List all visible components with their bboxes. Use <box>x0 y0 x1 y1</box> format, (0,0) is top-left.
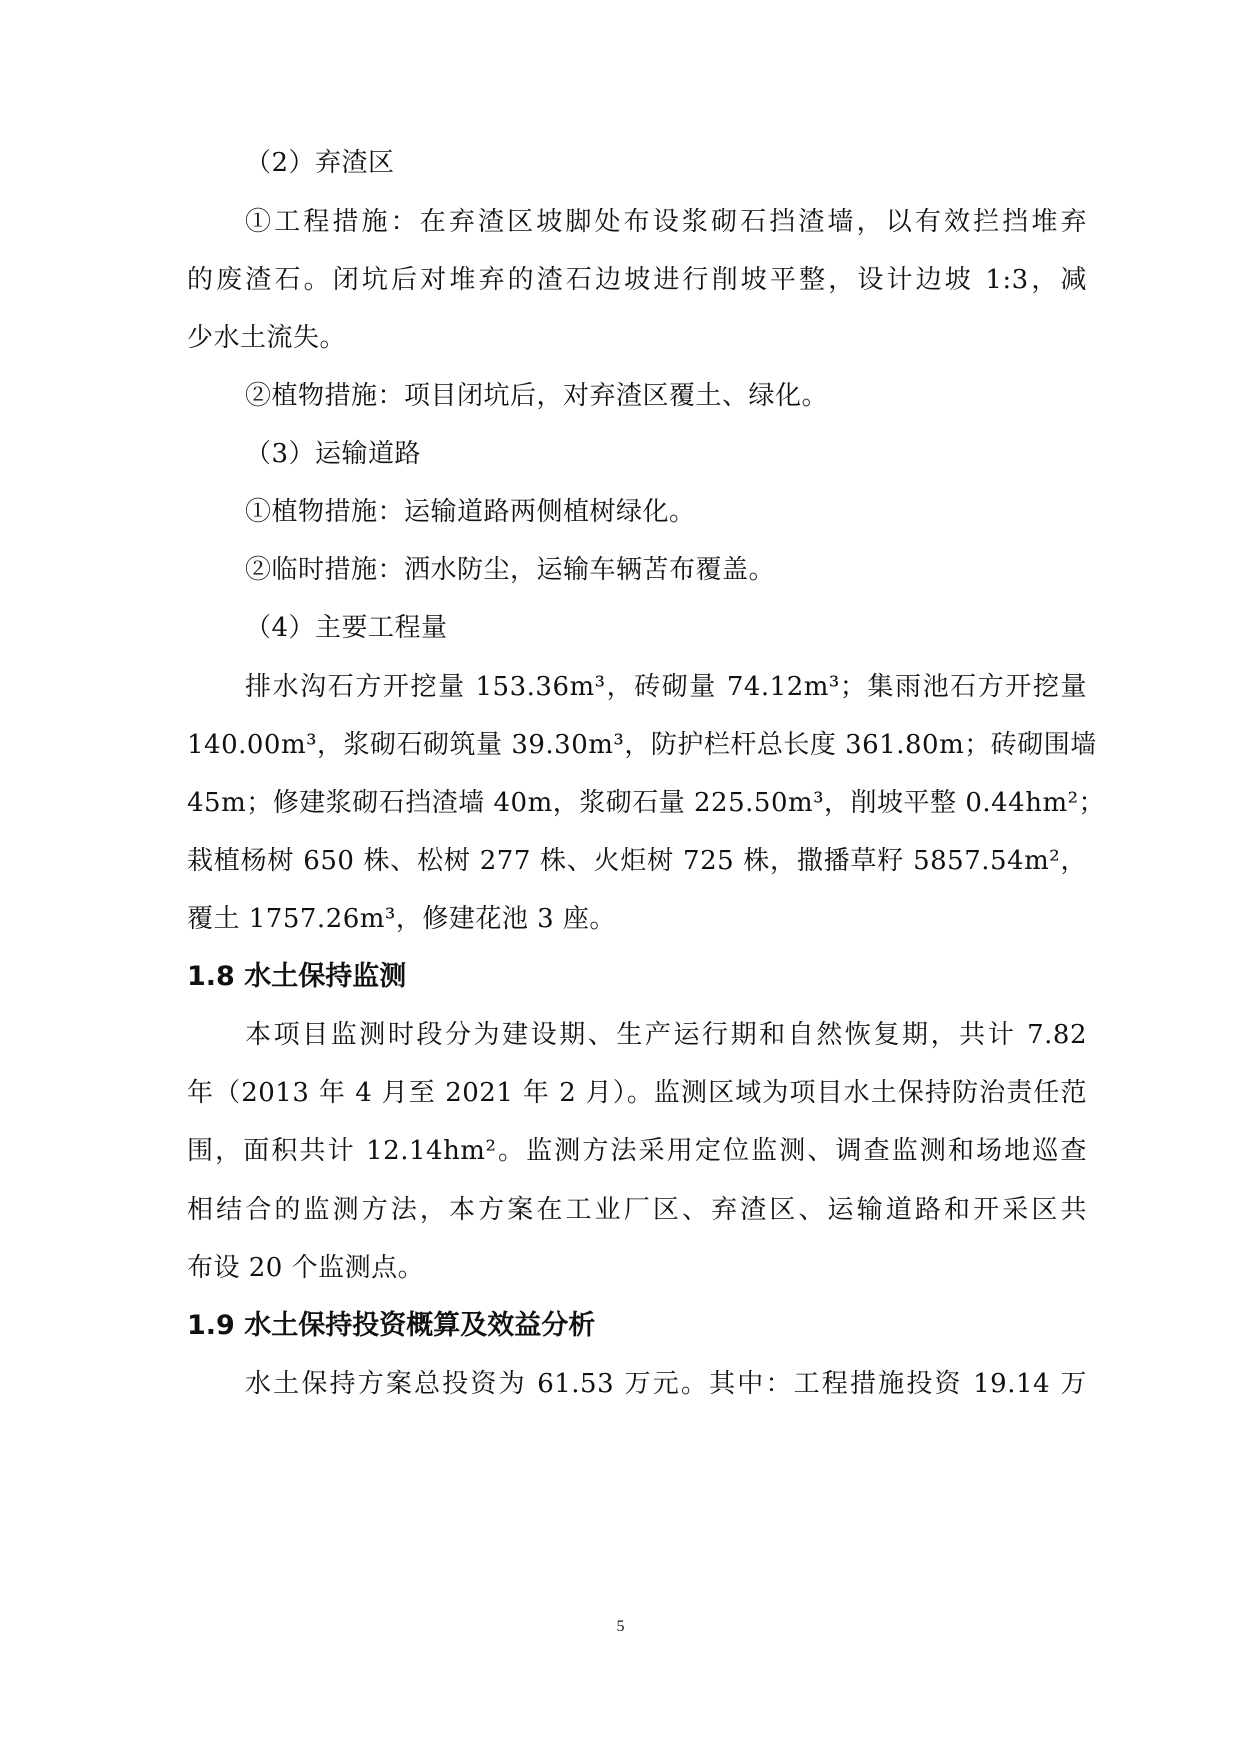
monitoring-line-4: 相结合的监测方法，本方案在工业厂区、弃渣区、运输道路和开采区共 <box>187 1195 1087 1225</box>
section-2-engineering-line-2: 的废渣石。闭坑后对堆弃的渣石边坡进行削坡平整，设计边坡 1:3，减 <box>187 265 1087 295</box>
quantities-line-3: 45m；修建浆砌石挡渣墙 40m，浆砌石量 225.50m³，削坡平整 0.44hm²； <box>187 788 1106 818</box>
section-2-title: （2）弃渣区 <box>245 148 395 178</box>
section-2-plant-measures: ②植物措施：项目闭坑后，对弃渣区覆土、绿化。 <box>245 381 829 411</box>
section-2-engineering-line-3: 少水土流失。 <box>187 323 347 353</box>
heading-1-8: 1.8 水土保持监测 <box>187 961 407 992</box>
monitoring-line-3: 围，面积共计 12.14hm²。监测方法采用定位监测、调查监测和场地巡查 <box>187 1136 1087 1166</box>
monitoring-line-5: 布设 20 个监测点。 <box>187 1253 425 1283</box>
quantities-line-4: 栽植杨树 650 株、松树 277 株、火炬树 725 株，撒播草籽 5857.54m²， <box>187 846 1087 876</box>
section-3-title: （3）运输道路 <box>245 439 422 469</box>
section-3-plant-measures: ①植物措施：运输道路两侧植树绿化。 <box>245 497 696 527</box>
section-3-temporary-measures: ②临时措施：洒水防尘，运输车辆苫布覆盖。 <box>245 555 776 585</box>
heading-1-9: 1.9 水土保持投资概算及效益分析 <box>187 1310 596 1341</box>
quantities-line-5: 覆土 1757.26m³，修建花池 3 座。 <box>187 904 616 934</box>
page-number: 5 <box>616 1618 625 1635</box>
monitoring-line-2: 年（2013 年 4 月至 2021 年 2 月）。监测区域为项目水土保持防治责任范 <box>187 1078 1087 1108</box>
section-4-title: （4）主要工程量 <box>245 613 448 643</box>
investment-line-1: 水土保持方案总投资为 61.53 万元。其中：工程措施投资 19.14 万 <box>245 1369 1087 1399</box>
section-2-engineering-line-1: ①工程措施：在弃渣区坡脚处布设浆砌石挡渣墙，以有效拦挡堆弃 <box>245 207 1087 237</box>
monitoring-line-1: 本项目监测时段分为建设期、生产运行期和自然恢复期，共计 7.82 <box>245 1020 1087 1050</box>
quantities-line-2: 140.00m³，浆砌石砌筑量 39.30m³，防护栏杆总长度 361.80m；砖砌围墙 <box>187 730 1097 760</box>
quantities-line-1: 排水沟石方开挖量 153.36m³，砖砌量 74.12m³；集雨池石方开挖量 <box>245 672 1087 702</box>
